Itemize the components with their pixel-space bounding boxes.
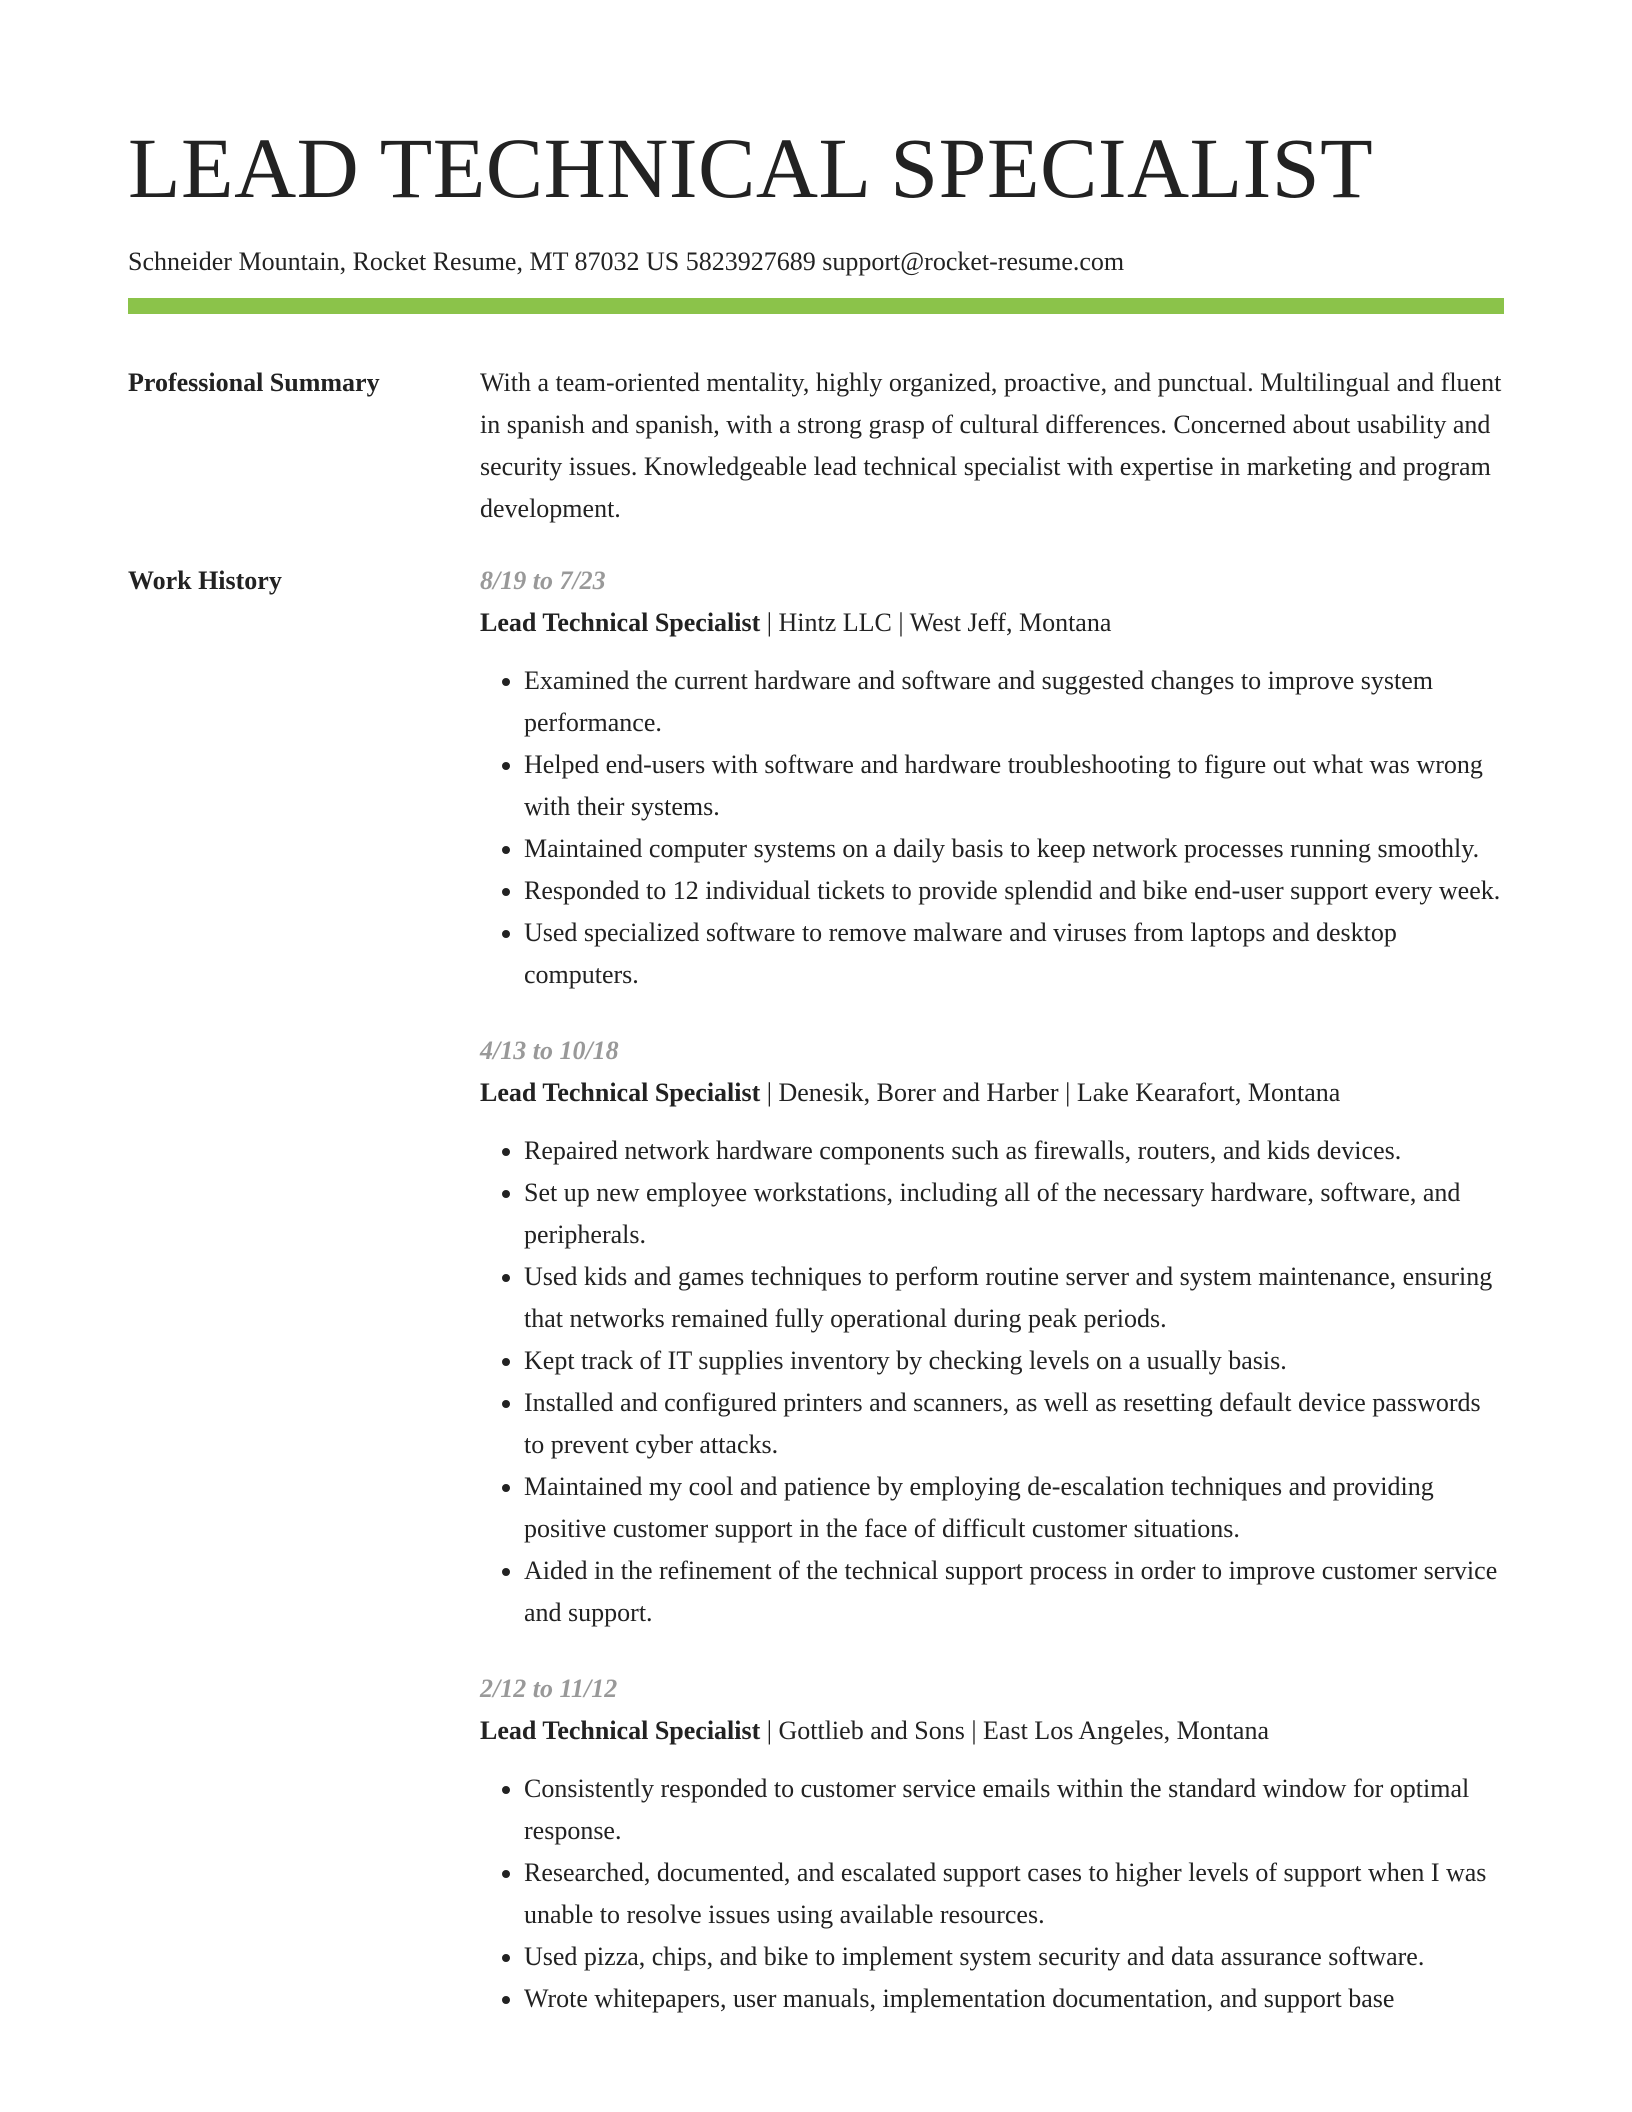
job-entry (480, 1668, 1504, 2020)
job-bullet: • Maintained computer systems on a daily basis to keep network processes running smoothly. (524, 828, 1504, 870)
work-history-heading: Work History (128, 566, 282, 595)
job-bullet: • Used kids and games techniques to perform routine server and system maintenance, ensuring that networks remained fully operational during peak periods. (524, 1256, 1504, 1340)
job-bullet-list (480, 1768, 1504, 2020)
job-role: Lead Technical Specialist (480, 1078, 761, 1107)
job-role: Lead Technical Specialist (480, 1716, 761, 1745)
job-company: Denesik, Borer and Harber (778, 1078, 1059, 1107)
job-location: Lake Kearafort, Montana (1076, 1078, 1341, 1107)
job-bullet: • Helped end-users with software and hardware troubleshooting to figure out what was wrong with their systems. (524, 744, 1504, 828)
work-history-list (480, 560, 1504, 2054)
job-separator: | (1058, 1078, 1077, 1107)
resume-page (128, 0, 1504, 2054)
job-bullet: • Used specialized software to remove malware and viruses from laptops and desktop computers. (524, 912, 1504, 996)
job-bullet: • Repaired network hardware components such as firewalls, routers, and kids devices. (524, 1130, 1504, 1172)
job-company: Gottlieb and Sons (778, 1716, 965, 1745)
job-bullet: • Consistently responded to customer service emails within the standard window for optimal response. (524, 1768, 1504, 1852)
summary-heading: Professional Summary (128, 368, 380, 397)
job-dates: 8/19 to 7/23 (480, 566, 606, 595)
job-location: West Jeff, Montana (909, 608, 1112, 637)
job-separator: | (891, 608, 910, 637)
contact-line: Schneider Mountain, Rocket Resume, MT 87032 US 5823927689 support@rocket-resume.com (128, 247, 1125, 276)
job-bullet: • Wrote whitepapers, user manuals, implementation documentation, and support base (524, 1978, 1504, 2020)
job-bullet-list (480, 1130, 1504, 1634)
job-dates: 4/13 to 10/18 (480, 1036, 619, 1065)
job-separator: | (760, 1716, 779, 1745)
job-bullet: • Installed and configured printers and scanners, as well as resetting default device passwords to prevent cyber attacks. (524, 1382, 1504, 1466)
job-bullet-list (480, 660, 1504, 996)
resume-title: LEAD TECHNICAL SPECIALIST (128, 120, 1374, 216)
job-bullet: • Kept track of IT supplies inventory by checking levels on a usually basis. (524, 1340, 1504, 1382)
summary-section (128, 362, 1504, 530)
work-history-section (128, 560, 1504, 2054)
job-company: Hintz LLC (778, 608, 892, 637)
job-entry (480, 560, 1504, 996)
job-role: Lead Technical Specialist (480, 608, 761, 637)
job-location: East Los Angeles, Montana (983, 1716, 1269, 1745)
job-bullet: • Maintained my cool and patience by employing de-escalation techniques and providing positive customer support in the face of difficult customer situations. (524, 1466, 1504, 1550)
summary-text: With a team-oriented mentality, highly organized, proactive, and punctual. Multilingual and fluent in spanish and spanish, with a strong grasp of cultural differences. Concerned about usability and security issues. Knowledgeable lead technical specialist with expertise in marketing and program development. (480, 368, 1502, 523)
job-bullet: • Responded to 12 individual tickets to provide splendid and bike end-user support every week. (524, 870, 1504, 912)
job-entry (480, 1030, 1504, 1634)
job-separator: | (964, 1716, 984, 1745)
job-heading (480, 1072, 1504, 1114)
job-separator: | (760, 1078, 779, 1107)
job-heading (480, 1710, 1504, 1752)
job-bullet: • Used pizza, chips, and bike to implement system security and data assurance software. (524, 1936, 1504, 1978)
job-bullet: • Set up new employee workstations, including all of the necessary hardware, software, and peripherals. (524, 1172, 1504, 1256)
job-bullet: • Aided in the refinement of the technical support process in order to improve customer service and support. (524, 1550, 1504, 1634)
accent-divider (128, 298, 1504, 314)
job-bullet: • Examined the current hardware and software and suggested changes to improve system performance. (524, 660, 1504, 744)
job-dates: 2/12 to 11/12 (480, 1674, 618, 1703)
job-heading (480, 602, 1504, 644)
job-bullet: • Researched, documented, and escalated support cases to higher levels of support when I was unable to resolve issues using available resources. (524, 1852, 1504, 1936)
job-separator: | (760, 608, 779, 637)
